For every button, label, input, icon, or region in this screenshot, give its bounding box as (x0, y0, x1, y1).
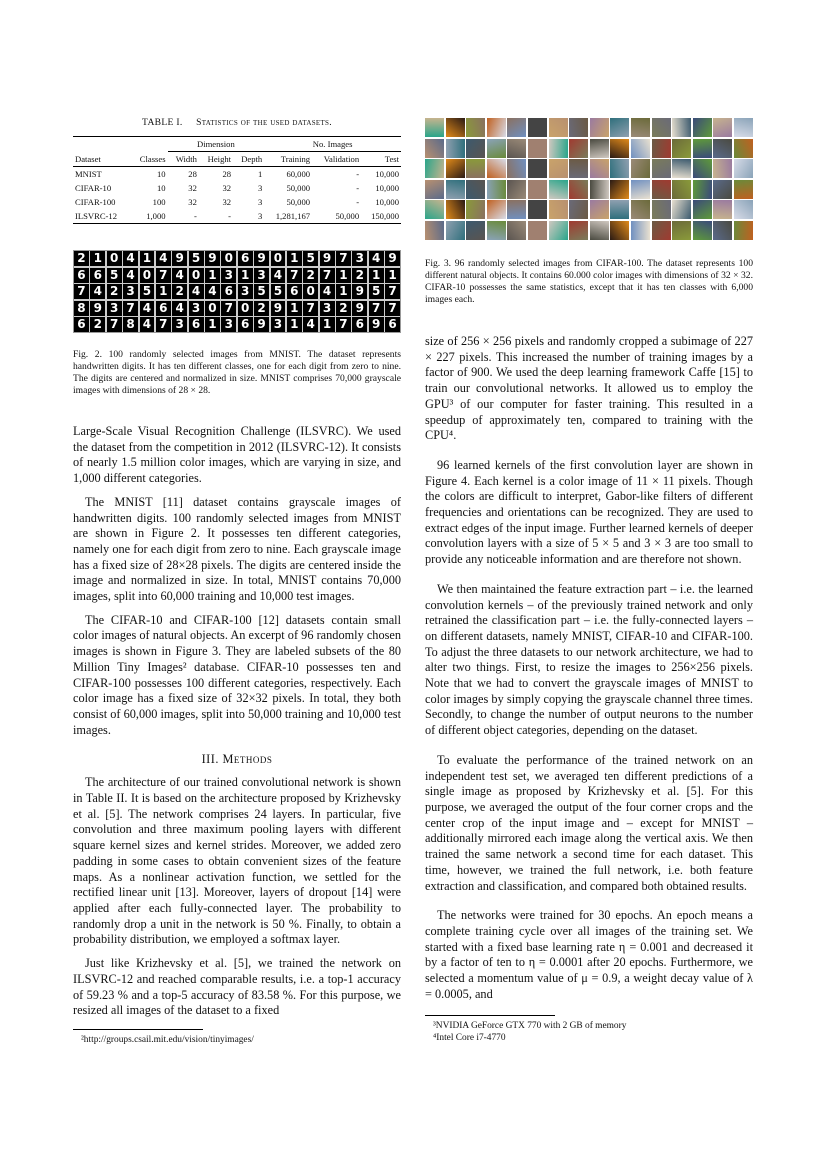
cifar-image (610, 139, 629, 158)
table-cell: 10,000 (375, 183, 399, 193)
section-heading-methods: III. Methods (201, 752, 273, 767)
mnist-digit-image: 3 (271, 317, 286, 332)
cifar-image (713, 118, 732, 137)
cifar-image (466, 118, 485, 137)
mnist-digit-image: 4 (140, 301, 155, 316)
mnist-digit-image: 9 (385, 251, 400, 266)
mnist-digit-image: 0 (205, 301, 220, 316)
cifar-image (549, 139, 568, 158)
mnist-digit-image: 2 (107, 284, 122, 299)
cifar-image (672, 159, 691, 178)
cifar-image (652, 118, 671, 137)
table-cell: 28 (222, 169, 232, 179)
mnist-digit-image: 4 (369, 251, 384, 266)
paragraph: 96 learned kernels of the first convolution layer are shown in Figure 4. Each kernel is a color image of 11 × 11 pixels. Though the colors are difficult to interpret, Gabor-like filters of different frequencies and orientations can be recognized. They are used to extract edges of the input image. Further learned kernels of deeper convolution layers with a size of 5 × 5 and 3 × 3 are too small to provide any noticeable information and are therefore not shown. (425, 457, 753, 567)
cifar-image (631, 139, 650, 158)
table-number: TABLE I. (142, 117, 183, 128)
table-cell: - (356, 183, 360, 193)
mnist-digit-image: 6 (74, 268, 89, 283)
mnist-digit-image: 3 (123, 284, 138, 299)
table-cell: 1,000 (146, 211, 166, 221)
cifar-image (590, 180, 609, 199)
cifar-image (734, 139, 753, 158)
mnist-digit-image: 7 (385, 301, 400, 316)
mnist-digit-image: 3 (221, 317, 236, 332)
cifar-image (631, 118, 650, 137)
cifar-image (528, 159, 547, 178)
cifar-image (466, 221, 485, 240)
paragraph: The architecture of our trained convolutional network is shown in Table II. It is based on the architecture proposed by Krizhevsky et al. [5]. The network comprises 24 layers. In particular, five convolution and three maximum pooling layers with different square kernel sizes and kernel strides. Moreover, we added zero padding in some cases to obtain convenient sizes of the feature maps. As a nonlinear activation function, we settled for the rectified linear unit [13]. Moreover, layers of dropout [14] were applied after each fully-connected layer. The probability to randomly drop a unit in the network is 50 %. Finally, to obtain a probability distribution, we employed a softmax layer. (73, 775, 401, 947)
mnist-digit-image: 6 (385, 317, 400, 332)
mnist-digit-image: 4 (271, 268, 286, 283)
mnist-digit-image: 7 (156, 268, 171, 283)
cifar-image (734, 221, 753, 240)
paragraph: Large-Scale Visual Recognition Challenge (ILSVRC). We used the dataset from the competition in 2012 (ILSVRC-12). It consists of nearly 1.5 million color images, which are varying in size, and 1,000 different categories. (73, 424, 401, 486)
mnist-digit-image: 9 (254, 251, 269, 266)
footnote-rule (425, 1015, 555, 1016)
mnist-digit-image: 4 (320, 284, 335, 299)
cifar-image (466, 180, 485, 199)
cifar-image (631, 180, 650, 199)
cifar-image (693, 118, 712, 137)
mnist-digit-image: 6 (238, 317, 253, 332)
mnist-digit-image: 4 (189, 284, 204, 299)
cifar-image (713, 139, 732, 158)
cifar-image (425, 221, 444, 240)
mnist-digit-image: 7 (369, 301, 384, 316)
cifar-image (734, 118, 753, 137)
cifar-image (713, 159, 732, 178)
mnist-digit-image: 6 (74, 317, 89, 332)
cifar-image (507, 118, 526, 137)
mnist-digit-image: 6 (156, 301, 171, 316)
cifar-image (569, 139, 588, 158)
cifar-image (610, 221, 629, 240)
mnist-digit-image: 0 (271, 251, 286, 266)
cifar-image (446, 200, 465, 219)
mnist-digit-image: 5 (140, 284, 155, 299)
mnist-digit-image: 0 (107, 251, 122, 266)
column-header: Dataset (75, 153, 101, 164)
mnist-digit-image: 1 (287, 301, 302, 316)
table-cell: 50,000 (286, 197, 311, 207)
dataset-table (73, 136, 401, 224)
paragraph: size of 256 × 256 pixels and randomly cropped a subimage of 227 × 227 pixels. This increased the number of training images by a factor of 900. We used the deep learning framework Caffe [15] to train our convolutional networks. It allowed us to employ the GPU³ of our computer for faster training. This resulted in a speedup of approximately ten, compared to training with the CPU⁴. (425, 334, 753, 443)
footnote-rule (73, 1029, 203, 1030)
column-header: Width (175, 154, 197, 164)
cifar-image (425, 200, 444, 219)
cifar-image (631, 159, 650, 178)
table-row (73, 209, 401, 224)
mnist-digit-image: 9 (271, 301, 286, 316)
paragraph: The networks were trained for 30 epochs. An epoch means a complete training cycle over all images of the training set. We started with a fixed base learning rate η = 0.001 and decreased it by a factor of ten to η = 0.0001 after 20 epochs. Furthermore, we selected a momentum value of μ = 0.9, a weight decay value of λ = 0.0005, and (425, 908, 753, 1001)
mnist-digit-image: 1 (336, 284, 351, 299)
cifar-image (549, 159, 568, 178)
table-cell: CIFAR-100 (75, 197, 116, 207)
cifar-image (713, 221, 732, 240)
footnote-2: ²http://groups.csail.mit.edu/vision/tinyimages/ (81, 1035, 254, 1045)
cifar-image (590, 159, 609, 178)
cifar-image (425, 180, 444, 199)
table-cell: 50,000 (286, 183, 311, 193)
mnist-digit-image: 5 (369, 284, 384, 299)
mnist-digit-image: 5 (254, 284, 269, 299)
cifar-image-grid (425, 118, 753, 240)
mnist-digit-image: 5 (271, 284, 286, 299)
cifar-image (652, 180, 671, 199)
cifar-image (672, 200, 691, 219)
cifar-image (672, 118, 691, 137)
mnist-digit-image: 4 (123, 251, 138, 266)
table-row (73, 195, 401, 209)
cifar-image (549, 200, 568, 219)
mnist-digit-image: 0 (303, 284, 318, 299)
table-title (73, 117, 401, 128)
cifar-image (487, 139, 506, 158)
mnist-digit-image: 2 (90, 317, 105, 332)
cifar-image (672, 221, 691, 240)
mnist-digit-image: 7 (123, 301, 138, 316)
mnist-digit-image: 1 (320, 317, 335, 332)
cifar-image (652, 200, 671, 219)
header-dimension: Dimension (168, 137, 265, 152)
cifar-image (652, 159, 671, 178)
mnist-digit-image: 1 (336, 268, 351, 283)
left-column (73, 424, 401, 1019)
table-cell: 100 (152, 197, 166, 207)
cifar-image (528, 139, 547, 158)
cifar-image (507, 221, 526, 240)
cifar-image (631, 221, 650, 240)
mnist-digit-image: 3 (254, 268, 269, 283)
mnist-digit-image: 7 (303, 301, 318, 316)
table-cell: 1 (257, 169, 263, 179)
cifar-image (466, 200, 485, 219)
cifar-image (590, 118, 609, 137)
cifar-image (672, 139, 691, 158)
paragraph: The CIFAR-10 and CIFAR-100 [12] datasets contain small color images of natural objects. An excerpt of 96 randomly chosen images is shown in Figure 3. They are labeled subsets of the 80 Million Tiny Images² database. CIFAR-10 possesses ten and CIFAR-100 possesses 100 different categories, respectively. Each color image has a fixed size of 32×32 pixels. In total, they both consist of 60,000 images, split into 50,000 training and 10,000 test images. (73, 612, 401, 737)
table-cell: 1,281,167 (275, 211, 311, 221)
mnist-digit-image: 1 (205, 268, 220, 283)
mnist-digit-image: 2 (254, 301, 269, 316)
mnist-digit-image: 3 (107, 301, 122, 316)
mnist-digit-image: 1 (385, 268, 400, 283)
mnist-digit-image: 9 (369, 317, 384, 332)
cifar-image (590, 221, 609, 240)
cifar-image (693, 180, 712, 199)
cifar-image (507, 200, 526, 219)
cifar-image (487, 118, 506, 137)
mnist-digit-image: 8 (123, 317, 138, 332)
figure-3 (425, 118, 753, 306)
mnist-digit-image: 3 (320, 301, 335, 316)
table-cell: 10 (156, 183, 166, 193)
cifar-image (610, 180, 629, 199)
mnist-digit-image: 7 (107, 317, 122, 332)
cifar-image (446, 118, 465, 137)
cifar-image (569, 159, 588, 178)
mnist-digit-image: 7 (336, 251, 351, 266)
mnist-digit-image: 9 (352, 284, 367, 299)
cifar-image (672, 180, 691, 199)
mnist-digit-image: 9 (352, 301, 367, 316)
mnist-digit-image: 7 (221, 301, 236, 316)
cifar-image (590, 139, 609, 158)
cifar-image (693, 139, 712, 158)
cifar-image (528, 221, 547, 240)
cifar-image (507, 180, 526, 199)
cifar-image (446, 159, 465, 178)
cifar-image (549, 180, 568, 199)
mnist-digit-image: 2 (336, 301, 351, 316)
cifar-image (610, 200, 629, 219)
mnist-digit-image: 5 (189, 251, 204, 266)
cifar-image (734, 159, 753, 178)
mnist-digit-image: 3 (238, 284, 253, 299)
table-cell: - (228, 211, 232, 221)
cifar-image (610, 118, 629, 137)
mnist-digit-image: 6 (287, 284, 302, 299)
cifar-image (549, 118, 568, 137)
table-cell: 10,000 (375, 169, 399, 179)
column-header: Test (384, 154, 399, 164)
paragraph: To evaluate the performance of the trained network on an independent test set, we averaged ten different predictions of a single image as proposed by Krizhevsky et al. [5]. For this purpose, we averaged the output of the four corner crops and the center crop of the input image and – except for MNIST – additionally mirrored each image along the vertical axis. We then trained the same network a second time for each dataset. This time, however, we trained the full network, i.e. both feature extraction and classification, and compared both obtained results. (425, 752, 753, 893)
mnist-digit-image: 6 (221, 284, 236, 299)
table-cell: 32 (188, 197, 197, 207)
mnist-digit-image: 1 (140, 251, 155, 266)
mnist-digit-image: 3 (221, 268, 236, 283)
mnist-digit-image: 7 (74, 284, 89, 299)
table-cell: 10 (156, 169, 166, 179)
mnist-digit-grid (73, 250, 401, 333)
table-cell: ILSVRC-12 (75, 211, 118, 221)
figure-2 (73, 250, 401, 397)
cifar-image (446, 180, 465, 199)
mnist-digit-image: 0 (238, 301, 253, 316)
mnist-digit-image: 9 (90, 301, 105, 316)
table-cell: 3 (257, 183, 263, 193)
footnote-4: ⁴Intel Core i7-4770 (433, 1033, 506, 1043)
mnist-digit-image: 6 (238, 251, 253, 266)
cifar-image (528, 200, 547, 219)
mnist-digit-image: 8 (74, 301, 89, 316)
cifar-image (487, 159, 506, 178)
footnote-3: ³NVIDIA GeForce GTX 770 with 2 GB of memory (433, 1021, 627, 1031)
mnist-digit-image: 7 (287, 268, 302, 283)
cifar-image (652, 139, 671, 158)
mnist-digit-image: 5 (303, 251, 318, 266)
cifar-image (446, 139, 465, 158)
column-header: Height (207, 154, 232, 164)
mnist-digit-image: 4 (90, 284, 105, 299)
cifar-image (610, 159, 629, 178)
table-cell: - (194, 211, 197, 221)
paragraph: The MNIST [11] dataset contains grayscale images of handwritten digits. 100 randomly selected images from MNIST are shown in Figure 2. It possesses ten different categories, namely one for each digit from zero to nine. Each grayscale image has a fixed size of 28×28 pixels. The digits are centered inside the image and normalized in size. In total, MNIST contains 70,000 images, split into 60,000 training and 10,000 test images. (73, 494, 401, 604)
paragraph: We then maintained the feature extraction part – i.e. the learned convolution kernels – of the previously trained network and only retrained the classification part – i.e. the fully-connected layers – on different datasets, namely MNIST, CIFAR-10 and CIFAR-100. To adjust the three datasets to our network architecture, we had to alter two things. First, to resize the images to 256×256 pixels. Note that we had to convert the grayscale images of MNIST to color images by simply copying the grayscale channel three times. Secondly, to change the number of output neurons to the number of different object categories, depending on the dataset. (425, 581, 753, 738)
mnist-digit-image: 4 (303, 317, 318, 332)
mnist-digit-image: 1 (369, 268, 384, 283)
column-header: Classes (139, 153, 166, 164)
cifar-image (507, 139, 526, 158)
mnist-digit-image: 1 (156, 284, 171, 299)
cifar-image (425, 159, 444, 178)
cifar-image (487, 221, 506, 240)
cifar-image (590, 200, 609, 219)
mnist-digit-image: 3 (189, 301, 204, 316)
table-cell: 28 (188, 169, 197, 179)
cifar-image (466, 139, 485, 158)
table-cell: 3 (257, 211, 263, 221)
cifar-image (569, 180, 588, 199)
cifar-image (631, 200, 650, 219)
mnist-digit-image: 4 (205, 284, 220, 299)
mnist-digit-image: 7 (385, 284, 400, 299)
cifar-image (446, 221, 465, 240)
mnist-digit-image: 9 (172, 251, 187, 266)
mnist-digit-image: 4 (156, 251, 171, 266)
mnist-digit-image: 1 (238, 268, 253, 283)
cifar-image (713, 200, 732, 219)
table-cell: CIFAR-10 (75, 183, 112, 193)
cifar-image (425, 139, 444, 158)
table-cell: 50,000 (335, 211, 360, 221)
table-cell: MNIST (75, 169, 102, 179)
header-images: No. Images (264, 137, 401, 152)
column-header: Training (280, 154, 311, 164)
figure-3-caption: Fig. 3. 96 randomly selected images from CIFAR-100. The dataset represents 100 different natural objects. It contains 60.000 color images with dimensions of 32 × 32. CIFAR-10 possesses the same statistics, except that it has ten classes with 6,000 images each. (425, 257, 753, 305)
mnist-digit-image: 1 (287, 317, 302, 332)
mnist-digit-image: 9 (254, 317, 269, 332)
mnist-digit-image: 2 (74, 251, 89, 266)
mnist-digit-image: 4 (172, 268, 187, 283)
mnist-digit-image: 7 (320, 268, 335, 283)
cifar-image (487, 200, 506, 219)
cifar-image (569, 221, 588, 240)
table-row (73, 167, 401, 182)
table-cell: - (356, 169, 360, 179)
cifar-image (569, 118, 588, 137)
mnist-digit-image: 9 (205, 251, 220, 266)
cifar-image (713, 180, 732, 199)
mnist-digit-image: 7 (336, 317, 351, 332)
cifar-image (487, 180, 506, 199)
table-cell: 32 (222, 197, 232, 207)
cifar-image (507, 159, 526, 178)
mnist-digit-image: 6 (90, 268, 105, 283)
mnist-digit-image: 1 (205, 317, 220, 332)
mnist-digit-image: 7 (156, 317, 171, 332)
mnist-digit-image: 5 (107, 268, 122, 283)
mnist-digit-image: 0 (189, 268, 204, 283)
mnist-digit-image: 6 (189, 317, 204, 332)
mnist-digit-image: 1 (90, 251, 105, 266)
cifar-image (425, 118, 444, 137)
cifar-image (528, 118, 547, 137)
table-caption: Statistics of the used datasets. (196, 117, 332, 128)
mnist-digit-image: 1 (287, 251, 302, 266)
mnist-digit-image: 4 (123, 268, 138, 283)
mnist-digit-image: 4 (140, 317, 155, 332)
mnist-digit-image: 9 (320, 251, 335, 266)
table-cell: 60,000 (286, 169, 311, 179)
table-cell: 32 (188, 183, 197, 193)
mnist-digit-image: 3 (352, 251, 367, 266)
mnist-digit-image: 2 (303, 268, 318, 283)
table-cell: 150,000 (371, 211, 399, 221)
cifar-image (734, 180, 753, 199)
cifar-image (734, 200, 753, 219)
cifar-image (693, 159, 712, 178)
table-cell: 32 (222, 183, 232, 193)
mnist-digit-image: 4 (172, 301, 187, 316)
mnist-digit-image: 6 (352, 317, 367, 332)
mnist-digit-image: 3 (172, 317, 187, 332)
mnist-digit-image: 2 (172, 284, 187, 299)
cifar-image (652, 221, 671, 240)
cifar-image (569, 200, 588, 219)
table-cell: 3 (257, 197, 263, 207)
right-footnotes (425, 1015, 753, 1044)
paragraph: Just like Krizhevsky et al. [5], we trained the network on ILSVRC-12 and reached comparable results, i.e. a top-1 accuracy of 59.23 % and a top-5 accuracy of 83.58 %. For this purpose, we resized all images of the dataset to a fixed (73, 956, 401, 1018)
mnist-digit-image: 2 (352, 268, 367, 283)
table-cell: 10,000 (375, 197, 399, 207)
left-footnotes (73, 1029, 401, 1046)
column-header: Validation (323, 154, 360, 164)
right-column (425, 334, 753, 1002)
cifar-image (693, 200, 712, 219)
table-row (73, 181, 401, 195)
table-1 (73, 117, 401, 224)
cifar-image (466, 159, 485, 178)
cifar-image (528, 180, 547, 199)
column-header: Depth (241, 154, 263, 164)
cifar-image (549, 221, 568, 240)
cifar-image (693, 221, 712, 240)
figure-2-caption: Fig. 2. 100 randomly selected images from MNIST. The dataset represents handwritten digits. It has ten different classes, one for each digit from zero to nine. The digits are centered and normalized in size. MNIST comprises 70,000 grayscale images with dimensions of 28 × 28. (73, 349, 401, 396)
mnist-digit-image: 0 (140, 268, 155, 283)
table-cell: - (356, 197, 360, 207)
mnist-digit-image: 0 (221, 251, 236, 266)
